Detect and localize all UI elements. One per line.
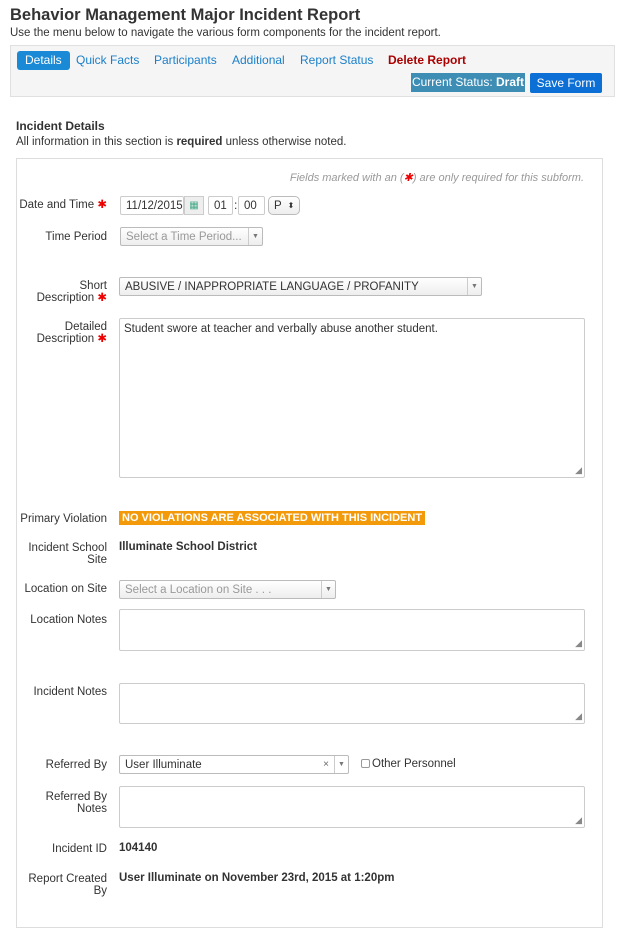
time-period-select[interactable]: [120, 227, 263, 246]
required-asterisk-icon: ✱: [403, 172, 413, 184]
required-asterisk-icon: ✱: [97, 199, 107, 211]
placeholder: Select a Time Period...: [126, 230, 242, 243]
location-notes-label: Location Notes: [30, 614, 107, 626]
chevron-down-icon: ▼: [467, 278, 481, 295]
location-select[interactable]: [119, 580, 336, 599]
placeholder: Select a Location on Site . . .: [125, 583, 272, 596]
hour-input[interactable]: 01: [208, 196, 233, 215]
location-notes-textarea[interactable]: [119, 609, 585, 651]
referred-by-select[interactable]: [119, 755, 349, 774]
date-input[interactable]: 11/12/2015: [120, 196, 184, 215]
current-status-badge: [411, 73, 525, 92]
desc-text-end: unless otherwise noted.: [222, 136, 347, 148]
selected-value: ABUSIVE / INAPPROPRIATE LANGUAGE / PROFANITY: [125, 280, 419, 293]
tab-report-status[interactable]: Report Status: [300, 53, 374, 67]
tab-additional[interactable]: Additional: [232, 53, 285, 67]
resize-grip-icon[interactable]: ◢: [575, 638, 582, 648]
incident-notes-label: Incident Notes: [33, 686, 107, 698]
page-title: Behavior Management Major Incident Report: [10, 6, 361, 24]
ampm-select[interactable]: [268, 196, 300, 215]
calendar-icon[interactable]: ▦: [184, 196, 204, 215]
desc-text: All information in this section is: [16, 136, 177, 148]
location-label: Location on Site: [24, 583, 107, 595]
textarea-value: Student swore at teacher and verbally abuse another student.: [124, 323, 438, 335]
required-asterisk-icon: ✱: [97, 333, 107, 345]
referred-by-label: Referred By: [45, 759, 107, 771]
school-site-value: Illuminate School District: [119, 541, 258, 553]
resize-grip-icon[interactable]: ◢: [575, 465, 582, 475]
chevron-down-icon: ▼: [321, 581, 335, 598]
time-period-label: Time Period: [45, 231, 107, 243]
note-text: Fields marked with an (: [289, 172, 404, 184]
detailed-description-textarea[interactable]: [119, 318, 585, 478]
other-personnel-checkbox[interactable]: [361, 759, 370, 768]
resize-grip-icon[interactable]: ◢: [575, 711, 582, 721]
ampm-value: P: [274, 199, 282, 212]
label-text: Date and Time: [19, 199, 95, 211]
label-text: Short Description: [36, 280, 107, 304]
note-text-end: ) are only required for this subform.: [412, 172, 584, 184]
required-asterisk-icon: ✱: [97, 292, 107, 304]
incident-id-label: Incident ID: [52, 843, 107, 855]
tab-details[interactable]: Details: [17, 51, 70, 70]
violation-badge: NO VIOLATIONS ARE ASSOCIATED WITH THIS INCIDENT: [119, 511, 425, 525]
save-form-button[interactable]: Save Form: [530, 73, 602, 93]
page-subtitle: Use the menu below to navigate the various form components for the incident report.: [10, 27, 441, 39]
incident-id-value: 104140: [119, 842, 158, 854]
created-by-label: Report Created By: [28, 873, 107, 897]
delete-report-link[interactable]: Delete Report: [388, 53, 467, 67]
referred-notes-label: Referred By Notes: [45, 791, 107, 815]
status-value: Draft: [496, 75, 525, 89]
short-description-select[interactable]: [119, 277, 482, 296]
time-separator: :: [234, 198, 238, 212]
required-note: [290, 171, 584, 184]
desc-required: required: [176, 136, 223, 148]
section-description: [16, 136, 346, 148]
updown-icon: ⬍: [287, 201, 295, 210]
chevron-down-icon: ▼: [334, 756, 348, 773]
incident-notes-textarea[interactable]: [119, 683, 585, 724]
minute-input[interactable]: 00: [238, 196, 265, 215]
date-time-label: [7, 199, 107, 211]
status-label: Current Status:: [411, 75, 493, 89]
primary-violation-label: Primary Violation: [20, 513, 107, 525]
chevron-down-icon: ▼: [248, 228, 262, 245]
other-personnel-label[interactable]: Other Personnel: [372, 758, 456, 770]
created-by-value: User Illuminate on November 23rd, 2015 at 1:20pm: [119, 872, 395, 884]
resize-grip-icon[interactable]: ◢: [575, 815, 582, 825]
school-site-label: Incident School Site: [28, 542, 107, 566]
tab-participants[interactable]: Participants: [154, 53, 217, 67]
section-title: Incident Details: [16, 119, 105, 133]
detailed-description-label: [27, 321, 107, 345]
label-text: Detailed Description: [36, 321, 107, 345]
selected-value: User Illuminate: [125, 758, 202, 771]
clear-icon[interactable]: ×: [323, 759, 329, 770]
short-description-label: [27, 280, 107, 304]
referred-notes-textarea[interactable]: [119, 786, 585, 828]
tab-quick-facts[interactable]: Quick Facts: [76, 53, 140, 67]
